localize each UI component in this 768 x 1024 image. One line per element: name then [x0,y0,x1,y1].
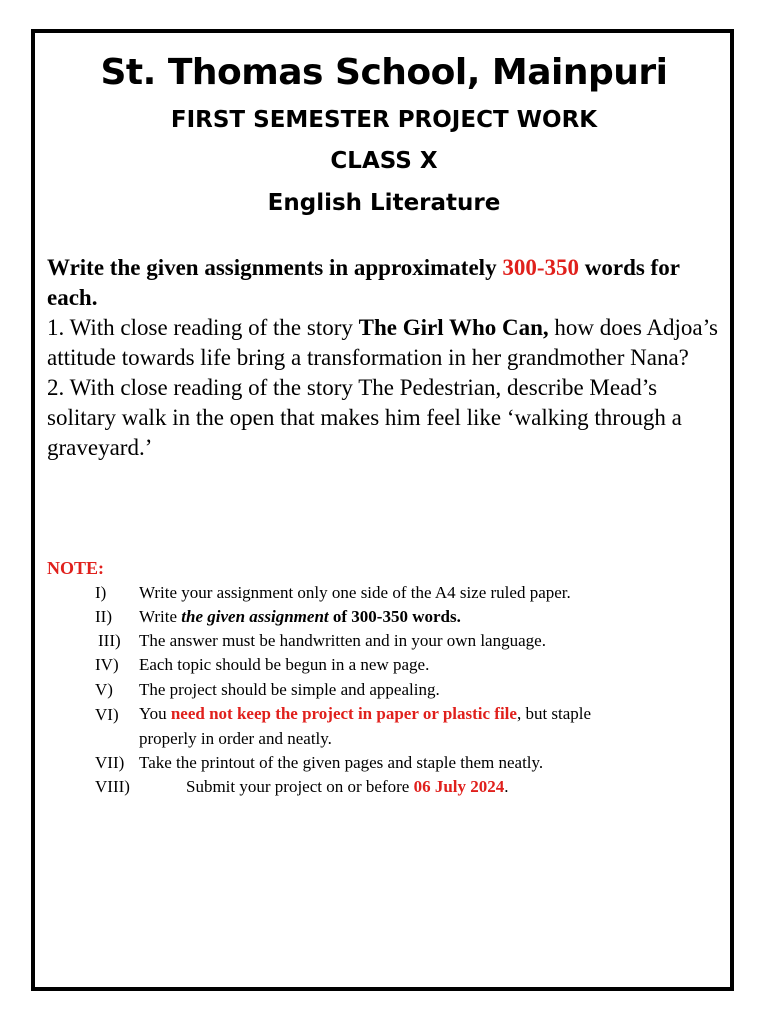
note-item-1: Write your assignment only one side of the A4 size ruled paper. [139,583,571,602]
note-item-8-post: . [504,777,509,796]
note-num-7: VII) [95,753,125,772]
word-range: 300-350 [502,255,579,280]
question-1-tail: how does Adjoa’s attitude towards life bring a transformation in her grandmother Nana? [47,315,718,370]
note-item-6-post: , but staple [516,704,592,723]
class-title: CLASS X [330,148,438,174]
story-title: The Girl Who Can, [358,315,549,340]
note-num-2: II) [95,607,112,626]
note-item-3: The answer must be handwritten and in your own language. [139,631,546,650]
note-label: NOTE: [47,558,105,578]
due-date: 06 July 2024 [413,777,505,796]
note-item-4: Each topic should be begun in a new page. [139,655,430,674]
note-item-6-line2: properly in order and neatly. [139,729,332,748]
instruction [47,253,727,313]
note-num-8: VIII) [95,777,130,796]
instruction-text: Write the given assignments in approximately [47,255,503,280]
question-2: 2. With close reading of the story The Pedestrian, describe Mead’s solitary walk in the open that makes him feel like ‘walking through a graveyard.’ [47,375,682,460]
assignment-body [47,253,727,463]
note-item-2-post: of 300-350 words. [328,607,461,626]
note-item-2-italic: the given assignment [181,607,329,626]
note-num-6: VI) [95,705,119,724]
note-item-6-pre: You [139,704,171,723]
note-item-5: The project should be simple and appealing. [139,680,440,699]
note-num-5: V) [95,680,113,699]
note-num-3: III) [98,631,121,650]
semester-title: FIRST SEMESTER PROJECT WORK [170,107,598,133]
note-item-7: Take the printout of the given pages and staple them neatly. [139,753,544,772]
note-item-6-highlight: need not keep the project in paper or plastic file [170,704,517,723]
question-1-text: 1. With close reading of the story [47,315,359,340]
school-name: St. Thomas School, Mainpuri [100,52,668,93]
note-item-6 [139,703,591,725]
note-num-4: IV) [95,655,119,674]
note-item-2-pre: Write [139,607,182,626]
note-item-2 [139,606,461,628]
note-item-8 [186,776,509,798]
question-1 [47,313,727,373]
note-num-1: I) [95,583,107,602]
note-item-8-pre: Submit your project on or before [186,777,414,796]
subject-title: English Literature [267,190,501,216]
instruction-tail: words for each. [47,255,680,310]
